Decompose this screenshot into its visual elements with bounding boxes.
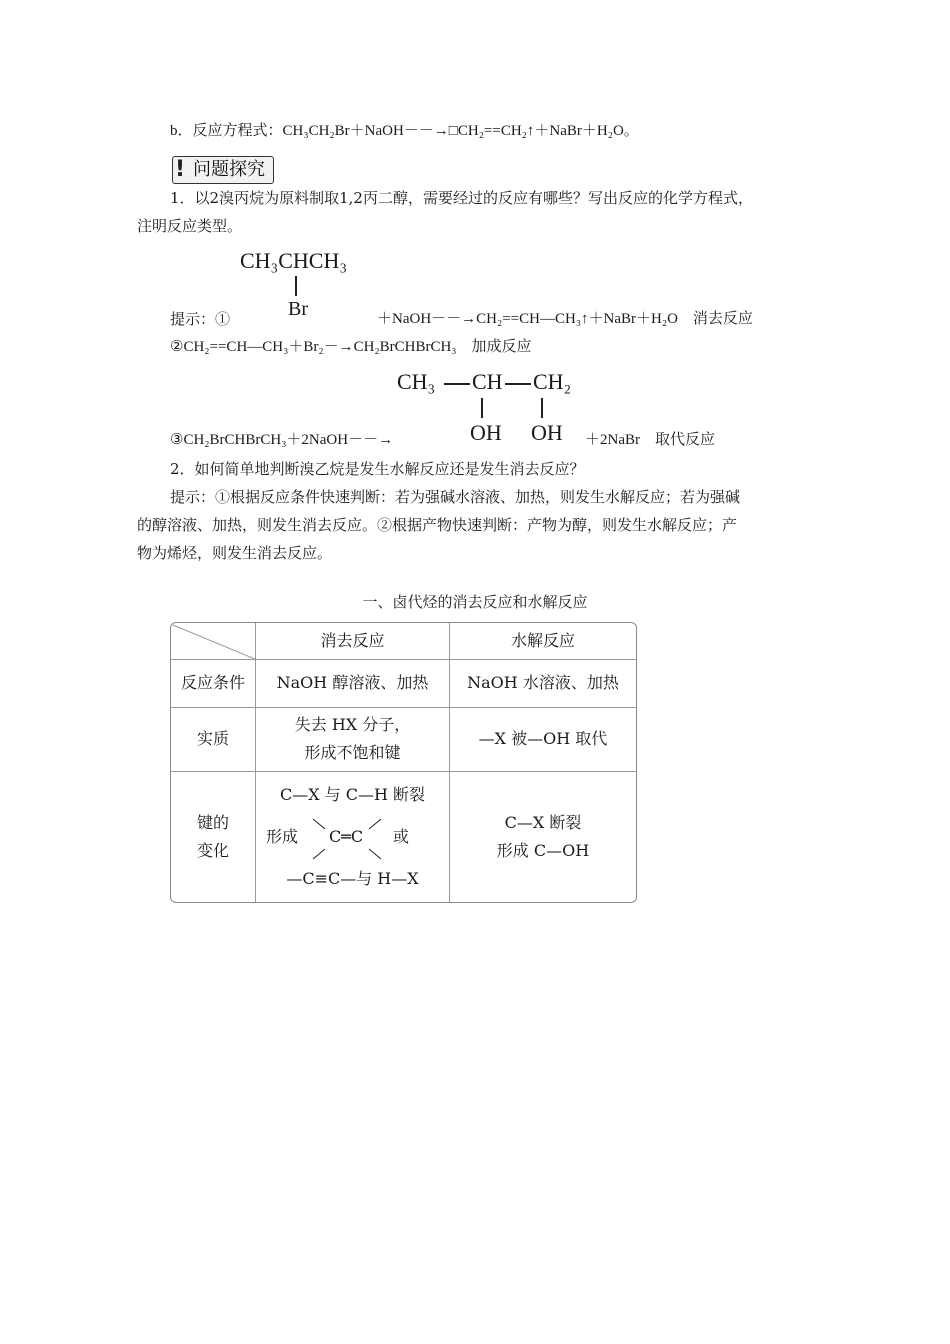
structure-ch2: CH₂ bbox=[533, 369, 572, 394]
table-caption: 一、卤代烃的消去反应和水解反应 bbox=[362, 593, 588, 611]
question-1-line-1: 1．以2溴丙烷为原料制取1,2丙二醇，需要经过的反应有哪些？写出反应的化学方程式， bbox=[170, 189, 753, 207]
cell-elim-or: 或 bbox=[392, 827, 409, 846]
comparison-table bbox=[170, 622, 637, 903]
alkene-substituent-bonds bbox=[311, 817, 383, 863]
structure-ch3: CH₃ bbox=[397, 369, 436, 394]
structure-br: Br bbox=[288, 298, 308, 320]
cell-elim-essence-1: 失去 HX 分子， bbox=[294, 715, 411, 734]
table-divider bbox=[171, 659, 636, 660]
cell-hydro-essence: —X 被—OH 取代 bbox=[478, 729, 608, 748]
question-1-line-2: 注明反应类型。 bbox=[137, 217, 243, 235]
reaction-equation-line: b．反应方程式：CH₃CH₂Br＋NaOH－－→□CH₂==CH₂↑＋NaBr＋H₂O。 bbox=[170, 123, 639, 139]
header-hydrolysis: 水解反应 bbox=[510, 631, 575, 650]
section-label: 问题探究 bbox=[193, 159, 265, 180]
structure-oh: OH bbox=[531, 420, 563, 445]
cell-hydro-conditions: NaOH 水溶液、加热 bbox=[467, 673, 619, 692]
table-corner-diagonal bbox=[171, 623, 257, 660]
cell-elim-bond-form: 形成 bbox=[266, 827, 299, 846]
structure-2-bromopropane: CH₃CHCH₃ bbox=[240, 248, 348, 273]
cell-elim-conditions: NaOH 醇溶液、加热 bbox=[276, 673, 429, 692]
table-divider bbox=[171, 771, 636, 772]
section-tag bbox=[172, 156, 274, 184]
structure-bond bbox=[481, 398, 483, 418]
header-elimination: 消去反应 bbox=[320, 631, 385, 650]
question-2: 2．如何简单地判断溴乙烷是发生水解反应还是发生消去反应？ bbox=[170, 460, 585, 478]
cell-elim-double-bond: C═C bbox=[328, 827, 364, 846]
hint-1-equation: ＋NaOH－－→CH₂==CH—CH₃↑＋NaBr＋H₂O 消去反应 bbox=[377, 311, 753, 327]
exclamation-icon: ! bbox=[175, 157, 186, 182]
row-label-bond-change-1: 键的 bbox=[196, 813, 229, 832]
answer-2-line-2: 的醇溶液、加热，则发生消去反应。②根据产物快速判断：产物为醇，则发生水解反应；产 bbox=[137, 516, 738, 534]
structure-bond bbox=[541, 398, 543, 418]
hint-3-prefix: ③CH₂BrCHBrCH₃＋2NaOH－－→ bbox=[170, 432, 394, 448]
hint-2-equation: ②CH₂==CH—CH₃＋Br₂－→CH₂BrCHBrCH₃ 加成反应 bbox=[170, 339, 532, 355]
row-label-essence: 实质 bbox=[196, 729, 229, 748]
cell-hydro-bond-2: 形成 C—OH bbox=[496, 841, 590, 860]
hint-3-suffix: ＋2NaBr 取代反应 bbox=[585, 432, 715, 448]
row-label-bond-change-2: 变化 bbox=[196, 841, 229, 860]
hint-1-prefix: 提示：① bbox=[170, 310, 231, 328]
cell-elim-bond-1: C—X 与 C—H 断裂 bbox=[279, 785, 426, 804]
cell-elim-essence-2: 形成不饱和键 bbox=[304, 743, 401, 762]
table-divider bbox=[171, 707, 636, 708]
structure-oh: OH bbox=[470, 420, 502, 445]
row-label-conditions: 反应条件 bbox=[180, 673, 245, 692]
cell-hydro-bond-1: C—X 断裂 bbox=[504, 813, 582, 832]
answer-2-line-1: 提示：①根据反应条件快速判断：若为强碱水溶液、加热，则发生水解反应；若为强碱 bbox=[170, 488, 741, 506]
structure-bond bbox=[295, 276, 297, 296]
structure-bond bbox=[444, 383, 470, 385]
structure-ch: CH bbox=[472, 369, 503, 394]
answer-2-line-3: 物为烯烃，则发生消去反应。 bbox=[137, 544, 333, 562]
structure-bond bbox=[505, 383, 531, 385]
cell-elim-bond-3: —C≡C—与 H—X bbox=[286, 869, 419, 888]
